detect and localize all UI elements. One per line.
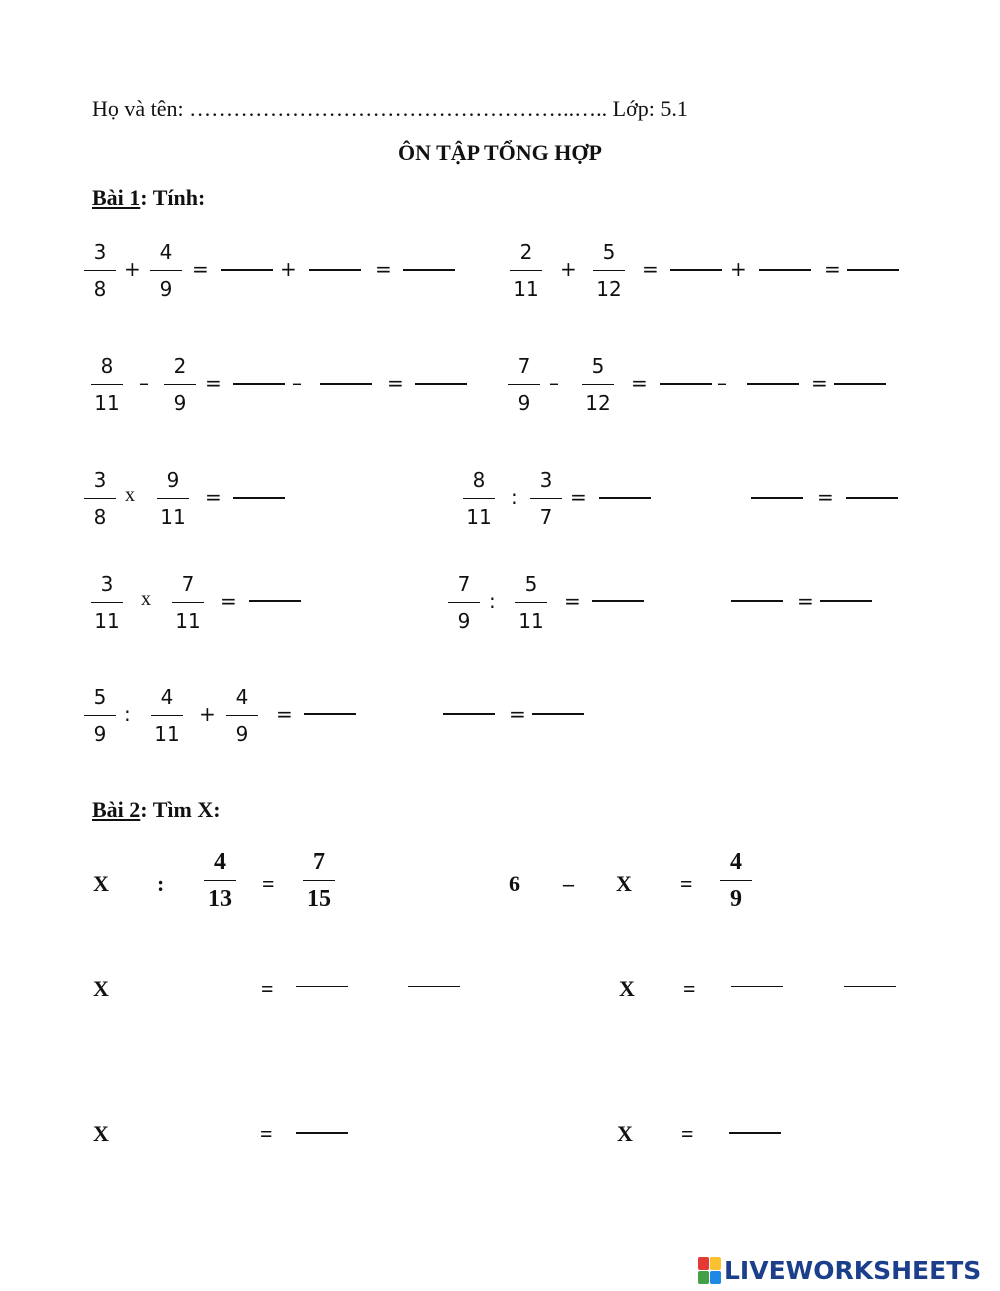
exercise-2-heading xyxy=(92,797,221,823)
equals-sign: = xyxy=(375,257,392,281)
answer-blank[interactable] xyxy=(729,1132,781,1134)
x-variable: X xyxy=(616,871,632,896)
answer-blank[interactable] xyxy=(249,600,301,602)
fraction: 4 9 xyxy=(222,685,262,746)
divide-sign: : xyxy=(157,871,165,896)
equals-sign: = xyxy=(220,589,237,613)
fraction: 4 11 xyxy=(147,685,187,746)
equals-sign: = xyxy=(631,371,648,395)
exercise-2-instruction: : Tìm X: xyxy=(140,797,221,822)
equals-sign: = xyxy=(205,371,222,395)
times-sign: x xyxy=(141,588,151,610)
answer-blank[interactable] xyxy=(834,383,886,385)
equals-sign: = xyxy=(683,976,696,1001)
equals-sign: = xyxy=(192,257,209,281)
fraction: 9 11 xyxy=(153,468,193,529)
exercise-1-heading xyxy=(92,185,205,211)
fraction: 7 9 xyxy=(444,572,484,633)
answer-blank[interactable] xyxy=(221,269,273,271)
equals-sign: = xyxy=(681,1121,694,1146)
x-variable: X xyxy=(617,1121,633,1146)
exercise-1-instruction: : Tính: xyxy=(140,185,206,210)
equals-sign: = xyxy=(276,702,293,726)
answer-blank[interactable] xyxy=(443,713,495,715)
fraction: 3 11 xyxy=(87,572,127,633)
fraction: 3 7 xyxy=(526,468,566,529)
answer-blank[interactable] xyxy=(731,986,783,987)
x-variable: X xyxy=(93,976,109,1001)
fraction: 2 11 xyxy=(506,240,546,301)
fraction: 8 11 xyxy=(459,468,499,529)
fraction: 7 9 xyxy=(504,354,544,415)
answer-blank[interactable] xyxy=(670,269,722,271)
equals-sign: = xyxy=(261,976,274,1001)
equals-sign: = xyxy=(797,589,814,613)
fraction: 5 11 xyxy=(511,572,551,633)
answer-blank[interactable] xyxy=(751,497,803,499)
answer-blank[interactable] xyxy=(759,269,811,271)
answer-blank[interactable] xyxy=(233,497,285,499)
minus-sign: – xyxy=(549,371,559,395)
answer-blank[interactable] xyxy=(847,269,899,271)
answer-blank[interactable] xyxy=(233,383,285,385)
fraction: 5 12 xyxy=(589,240,629,301)
fraction: 7 15 xyxy=(299,850,339,911)
fraction: 5 12 xyxy=(578,354,618,415)
divide-sign: : xyxy=(511,485,518,509)
fraction: 8 11 xyxy=(87,354,127,415)
answer-blank[interactable] xyxy=(844,986,896,987)
fraction: 5 9 xyxy=(80,685,120,746)
answer-blank[interactable] xyxy=(747,383,799,385)
equals-sign: = xyxy=(262,871,275,896)
fraction: 3 8 xyxy=(80,468,120,529)
fraction: 4 9 xyxy=(146,240,186,301)
exercise-1-label: Bài 1 xyxy=(92,185,141,210)
plus-sign: + xyxy=(730,257,747,281)
times-sign: x xyxy=(125,484,135,506)
plus-sign: + xyxy=(124,257,141,281)
equals-sign: = xyxy=(260,1121,273,1146)
worksheet-title: ÔN TẬP TỔNG HỢP xyxy=(398,140,602,165)
equals-sign: = xyxy=(387,371,404,395)
fraction: 4 9 xyxy=(716,850,756,911)
fraction: 7 11 xyxy=(168,572,208,633)
plus-sign: + xyxy=(280,257,297,281)
equals-sign: = xyxy=(817,485,834,509)
exercise-2-label: Bài 2 xyxy=(92,797,141,822)
plus-sign: + xyxy=(199,702,216,726)
answer-blank[interactable] xyxy=(304,713,356,715)
equals-sign: = xyxy=(570,485,587,509)
liveworksheets-logo-text: LIVEWORKSHEETS xyxy=(724,1255,982,1285)
fraction: 2 9 xyxy=(160,354,200,415)
answer-blank[interactable] xyxy=(846,497,898,499)
equals-sign: = xyxy=(509,702,526,726)
answer-blank[interactable] xyxy=(820,600,872,602)
plus-sign: + xyxy=(560,257,577,281)
answer-blank[interactable] xyxy=(403,269,455,271)
answer-blank[interactable] xyxy=(415,383,467,385)
equals-sign: = xyxy=(680,871,693,896)
equals-sign: = xyxy=(824,257,841,281)
divide-sign: : xyxy=(124,702,131,726)
name-class-line: Họ và tên: ……………………………………………..….. Lớp: 5.1 xyxy=(92,96,688,121)
answer-blank[interactable] xyxy=(408,986,460,987)
answer-blank[interactable] xyxy=(532,713,584,715)
answer-blank[interactable] xyxy=(309,269,361,271)
minus-sign: – xyxy=(717,371,727,395)
fraction: 4 13 xyxy=(200,850,240,911)
answer-blank[interactable] xyxy=(320,383,372,385)
liveworksheets-logo-icon xyxy=(698,1257,720,1283)
answer-blank[interactable] xyxy=(660,383,712,385)
answer-blank[interactable] xyxy=(296,986,348,987)
divide-sign: : xyxy=(489,589,496,613)
equals-sign: = xyxy=(642,257,659,281)
answer-blank[interactable] xyxy=(599,497,651,499)
equals-sign: = xyxy=(564,589,581,613)
liveworksheets-logo xyxy=(698,1255,981,1285)
number-six: 6 xyxy=(509,871,520,896)
answer-blank[interactable] xyxy=(296,1132,348,1134)
equals-sign: = xyxy=(811,371,828,395)
minus-sign: – xyxy=(292,371,302,395)
fraction: 3 8 xyxy=(80,240,120,301)
equals-sign: = xyxy=(205,485,222,509)
minus-sign: – xyxy=(139,371,149,395)
minus-sign: – xyxy=(563,871,574,896)
x-variable: X xyxy=(93,871,109,896)
x-variable: X xyxy=(619,976,635,1001)
answer-blank[interactable] xyxy=(731,600,783,602)
x-variable: X xyxy=(93,1121,109,1146)
answer-blank[interactable] xyxy=(592,600,644,602)
